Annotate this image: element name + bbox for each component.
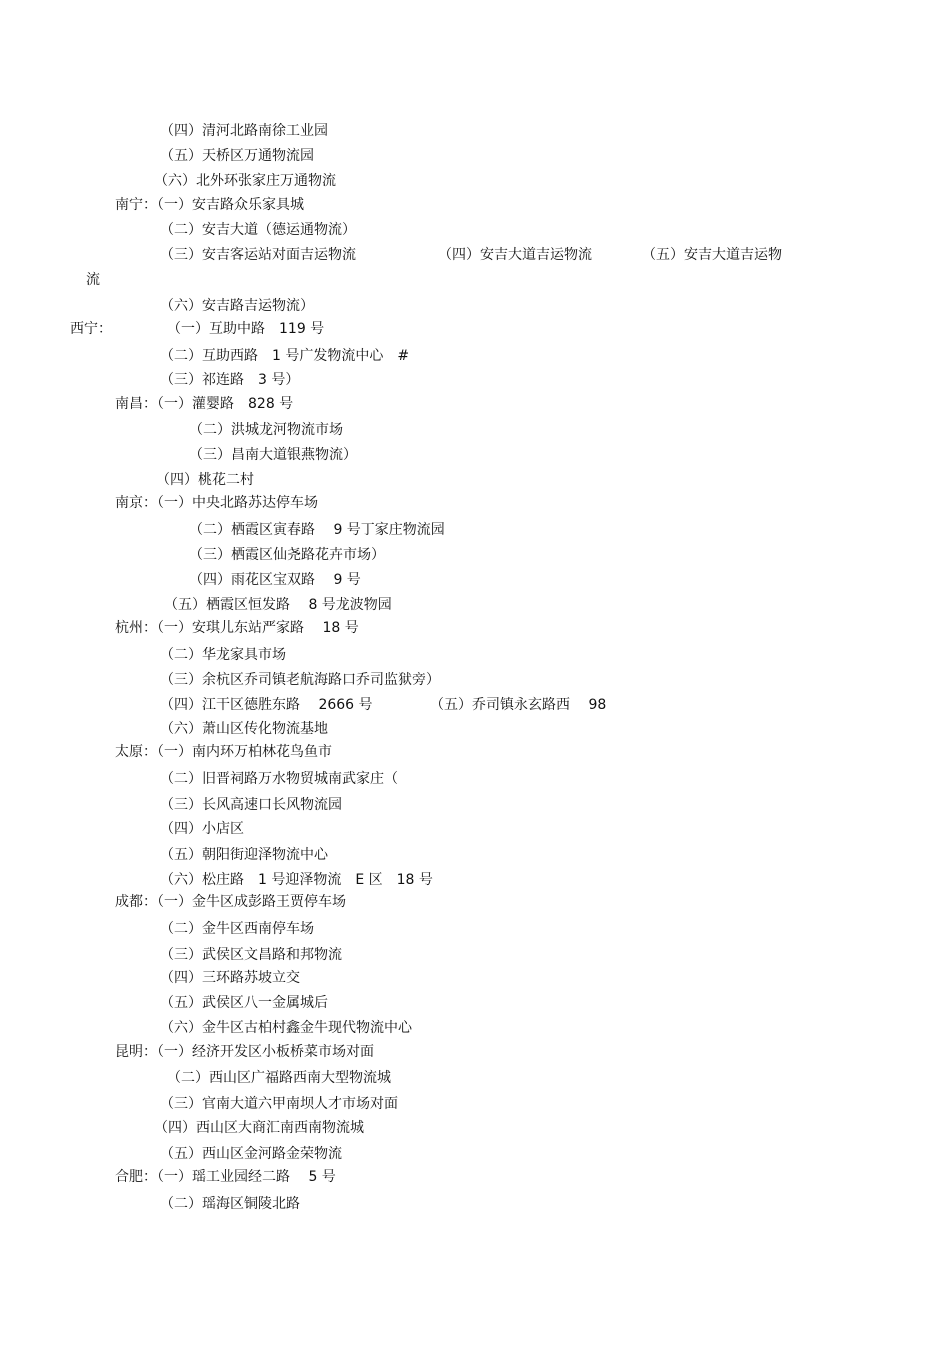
text-line: （三）官南大道六甲南坝人才市场对面: [160, 1096, 398, 1112]
text-line: （三）武侯区文昌路和邦物流: [160, 947, 342, 963]
text-line: （二）西山区广福路西南大型物流城: [167, 1070, 391, 1086]
text-line: （六）安吉路吉运物流）: [160, 298, 314, 314]
text-line: 南宁：（一）安吉路众乐家具城: [115, 197, 304, 213]
text-line: （四）清河北路南徐工业园: [160, 123, 328, 139]
text-line: （五）安吉大道吉运物: [642, 247, 782, 263]
text-line: （五）武侯区八一金属城后: [160, 995, 328, 1011]
text-line: （一）互助中路 119 号: [167, 321, 325, 337]
text-line: （三）栖霞区仙尧路花卉市场）: [189, 547, 385, 563]
text-line: （四）三环路苏坡立交: [160, 970, 300, 986]
text-line: 南京：（一）中央北路苏达停车场: [115, 495, 318, 511]
text-line: （四）雨花区宝双路 9 号: [189, 572, 361, 588]
text-line: 流: [86, 272, 100, 288]
text-line: （三）余杭区乔司镇老航海路口乔司监狱旁）: [160, 672, 440, 688]
text-line: （二）安吉大道（德运通物流）: [160, 222, 356, 238]
text-line: （三）昌南大道银燕物流）: [189, 447, 357, 463]
text-line: 成都：（一）金牛区成彭路王贾停车场: [115, 894, 346, 910]
text-line: （五）朝阳街迎泽物流中心: [160, 847, 328, 863]
text-line: （三）长风高速口长风物流园: [160, 797, 342, 813]
text-line: （五）天桥区万通物流园: [160, 148, 314, 164]
text-line: （六）松庄路 1 号迎泽物流 E 区 18 号: [160, 872, 433, 888]
text-line: （四）小店区: [160, 821, 244, 837]
text-line: 合肥：（一）瑶工业园经二路 5 号: [115, 1169, 336, 1185]
text-line: （三）安吉客运站对面吉运物流: [160, 247, 356, 263]
text-line: （二）旧晋祠路万水物贸城南武家庄（: [160, 771, 398, 787]
text-line: （四）西山区大商汇南西南物流城: [154, 1120, 364, 1136]
text-line: 昆明：（一）经济开发区小板桥菜市场对面: [115, 1044, 374, 1060]
text-line: （二）瑶海区铜陵北路: [160, 1196, 300, 1212]
text-line: （五）西山区金河路金荣物流: [160, 1146, 342, 1162]
text-line: （二）栖霞区寅春路 9 号丁家庄物流园: [189, 522, 445, 538]
text-line: （六）金牛区古柏村鑫金牛现代物流中心: [160, 1020, 412, 1036]
text-line: （六）北外环张家庄万通物流: [154, 173, 336, 189]
city-label: 西宁：: [70, 321, 112, 337]
text-line: （二）华龙家具市场: [160, 647, 286, 663]
text-line: （六）萧山区传化物流基地: [160, 721, 328, 737]
text-line: 杭州：（一）安琪儿东站严家路 18 号: [115, 620, 359, 636]
text-line: （二）金牛区西南停车场: [160, 921, 314, 937]
text-line: 南昌：（一）灌婴路 828 号: [115, 396, 294, 412]
text-line: 太原：（一）南内环万柏林花鸟鱼市: [115, 744, 332, 760]
text-line: （四）安吉大道吉运物流: [438, 247, 592, 263]
text-line: （二）洪城龙河物流市场: [189, 422, 343, 438]
text-line: （五）栖霞区恒发路 8 号龙波物园: [164, 597, 392, 613]
text-line: （五）乔司镇永玄路西 98: [430, 697, 607, 713]
text-line: （四）江干区德胜东路 2666 号: [160, 697, 373, 713]
text-line: （三）祁连路 3 号）: [160, 372, 300, 388]
text-line: （二）互助西路 1 号广发物流中心 #: [160, 348, 410, 364]
text-line: （四）桃花二村: [156, 472, 254, 488]
